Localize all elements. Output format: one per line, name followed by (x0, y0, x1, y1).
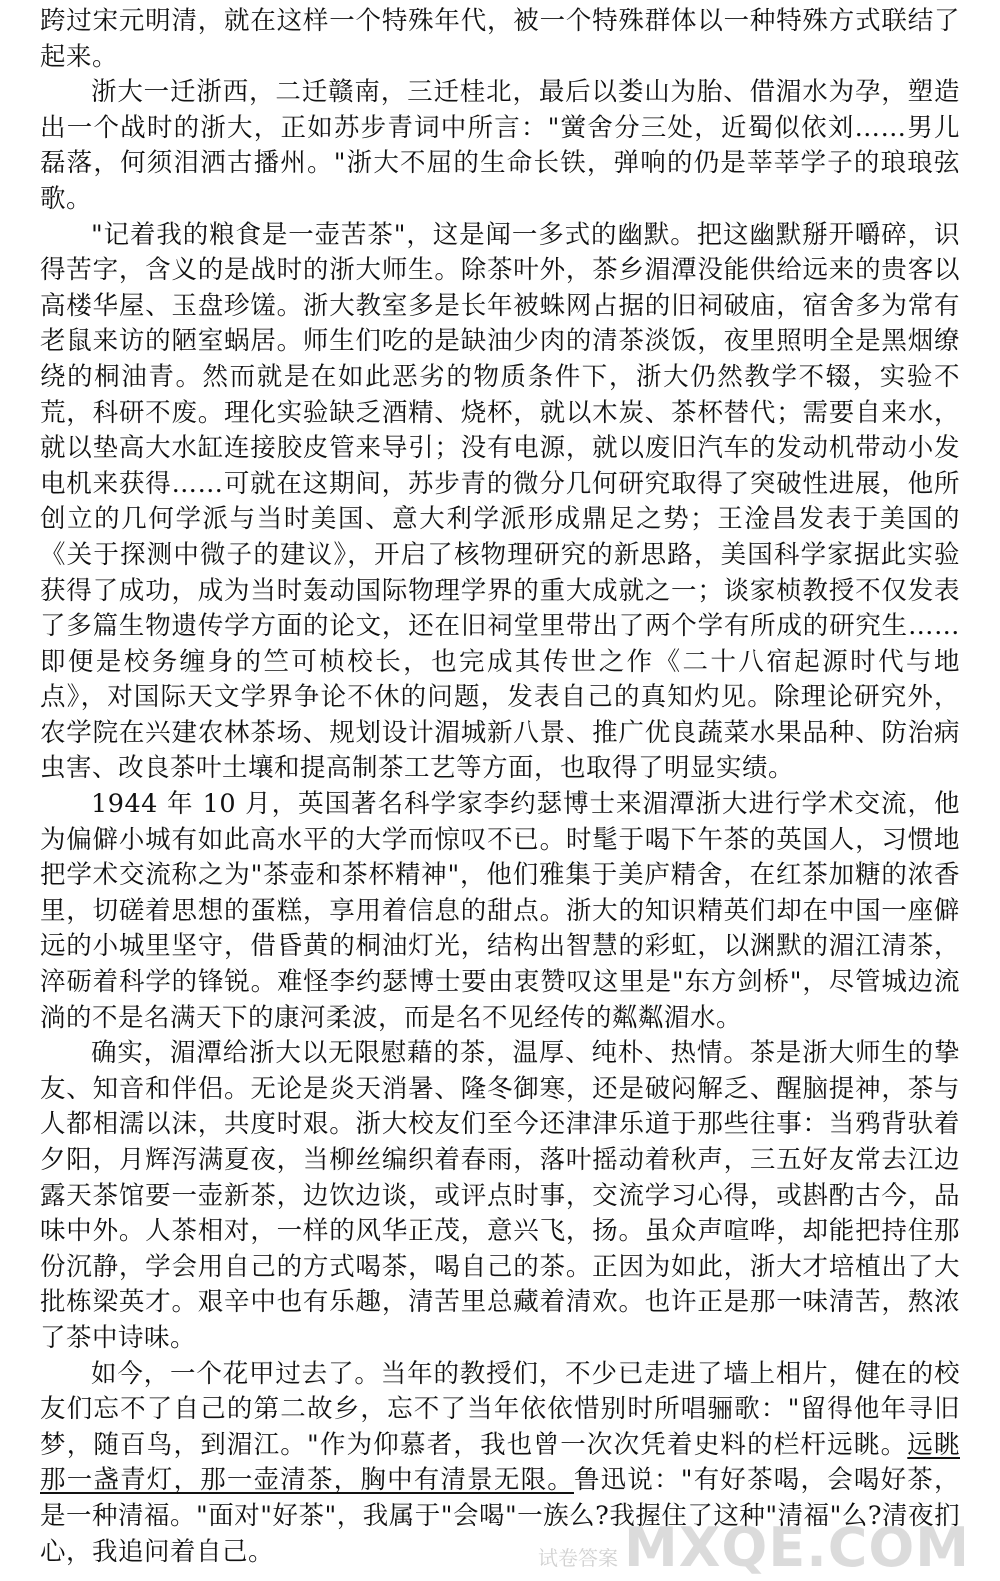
paragraph-1: 跨过宋元明清，就在这样一个特殊年代，被一个特殊群体以一种特殊方式联结了起来。 (40, 6, 960, 72)
watermark-logo: MXQE.COM (624, 1516, 970, 1579)
paragraph-4: 1944 年 10 月，英国著名科学家李约瑟博士来湄潭浙大进行学术交流，他为偏僻小城有如此高水平的大学而惊叹不已。时髦于喝下午茶的英国人，习惯地把学术交流称之为"茶壶和茶杯精神"，他们雅集于美庐精舍，在红茶加糖的浓香里，切磋着思想的蛋糕，享用着信息的甜点。浙大的知识精英们却在中国一座僻远的小城里坚守，借昏黄的桐油灯光，结构出智慧的彩虹，以渊默的湄江清茶，淬砺着科学的锋锐。难怪李约瑟博士要由衷赞叹这里是"东方剑桥"，尽管城边流淌的不是名满天下的康河柔波，而是名不见经传的粼粼湄水。 (40, 789, 960, 1033)
paragraph-5: 确实，湄潭给浙大以无限慰藉的茶，温厚、纯朴、热情。茶是浙大师生的挚友、知音和伴侣。无论是炎天消暑、隆冬御寒，还是破闷解乏、醒脑提神，茶与人都相濡以沫，共度时艰。浙大校友们至今还津津乐道于那些往事：当鸦背驮着夕阳，月辉泻满夏夜，当柳丝编织着春雨，落叶摇动着秋声，三五好友常去江边露天茶馆要一壶新茶，边饮边谈，或评点时事，交流学习心得，或斟酌古今，品味中外。人茶相对，一样的风华正茂，意兴飞，扬。虽众声喧哗，却能把持住那份沉静，学会用自己的方式喝茶，喝自己的茶。正因为如此，浙大才培植出了大批栋梁英才。艰辛中也有乐趣，清苦里总藏着清欢。也许正是那一味清苦，熬浓了茶中诗味。 (40, 1038, 960, 1353)
underlined-sentence: 远眺那一盏青灯，那一壶清茶，胸中有清景无限。 (40, 1429, 960, 1496)
paragraph-2: 浙大一迁浙西，二迁赣南，三迁桂北，最后以娄山为胎、借湄水为孕，塑造出一个战时的浙大，正如苏步青词中所言："黉舍分三处，近蜀似依刘……男儿磊落，何须泪洒古播州。"浙大不屈的生命长铁，弹响的仍是莘莘学子的琅琅弦歌。 (40, 77, 960, 214)
paragraph-6 (40, 1357, 960, 1571)
paragraph-6-text-start: 如今，一个花甲过去了。当年的教授们，不少已走进了墙上相片，健在的校友们忘不了自己的第二故乡，忘不了当年依依惜别时所唱骊歌："留得他年寻旧梦，随百鸟，到湄江。"作为仰慕者，我也曾一次次凭着史料的栏杆远眺。 (40, 1358, 960, 1460)
watermark-label: 试卷答案 (538, 1546, 619, 1570)
paragraph-6-text-end: 鲁迅说："有好茶喝，会喝好茶，是一种清福。"面对"好茶"，我属于"会喝"一族么?我握住了这种"清福"么?清夜扪心，我追问着自己。 (40, 1465, 960, 1567)
paragraph-3: "记着我的粮食是一壶苦茶"，这是闻一多式的幽默。把这幽默掰开嚼碎，识得苦字，含义的是战时的浙大师生。除茶叶外，茶乡湄潭没能供给远来的贵客以高楼华屋、玉盘珍馐。浙大教室多是长年被蛛网占据的旧祠破庙，宿舍多为常有老鼠来访的陋室蜗居。师生们吃的是缺油少肉的清茶淡饭，夜里照明全是黑烟缭绕的桐油青。然而就是在如此恶劣的物质条件下，浙大仍然教学不辍，实验不荒，科研不废。理化实验缺乏酒精、烧杯，就以木炭、茶杯替代；需要自来水，就以垫高大水缸连接胶皮管来导引；没有电源，就以废旧汽车的发动机带动小发电机来获得……可就在这期间，苏步青的微分几何研究取得了突破性进展，他所创立的几何学派与当时美国、意大利学派形成鼎足之势；王淦昌发表于美国的《关于探测中微子的建议》，开启了核物理研究的新思路，美国科学家据此实验获得了成功，成为当时轰动国际物理学界的重大成就之一；谈家桢教授不仅发表了多篇生物遗传学方面的论文，还在旧祠堂里带出了两个学有所成的研究生……即便是校务缠身的竺可桢校长，也完成其传世之作《二十八宿起源时代与地点》，对国际天文学界争论不休的问题，发表自己的真知灼见。除理论研究外，农学院在兴建农林茶场、规划设计湄城新八景、推广优良蔬菜水果品种、防治病虫害、改良茶叶土壤和提高制茶工艺等方面，也取得了明显实绩。 (40, 219, 960, 784)
